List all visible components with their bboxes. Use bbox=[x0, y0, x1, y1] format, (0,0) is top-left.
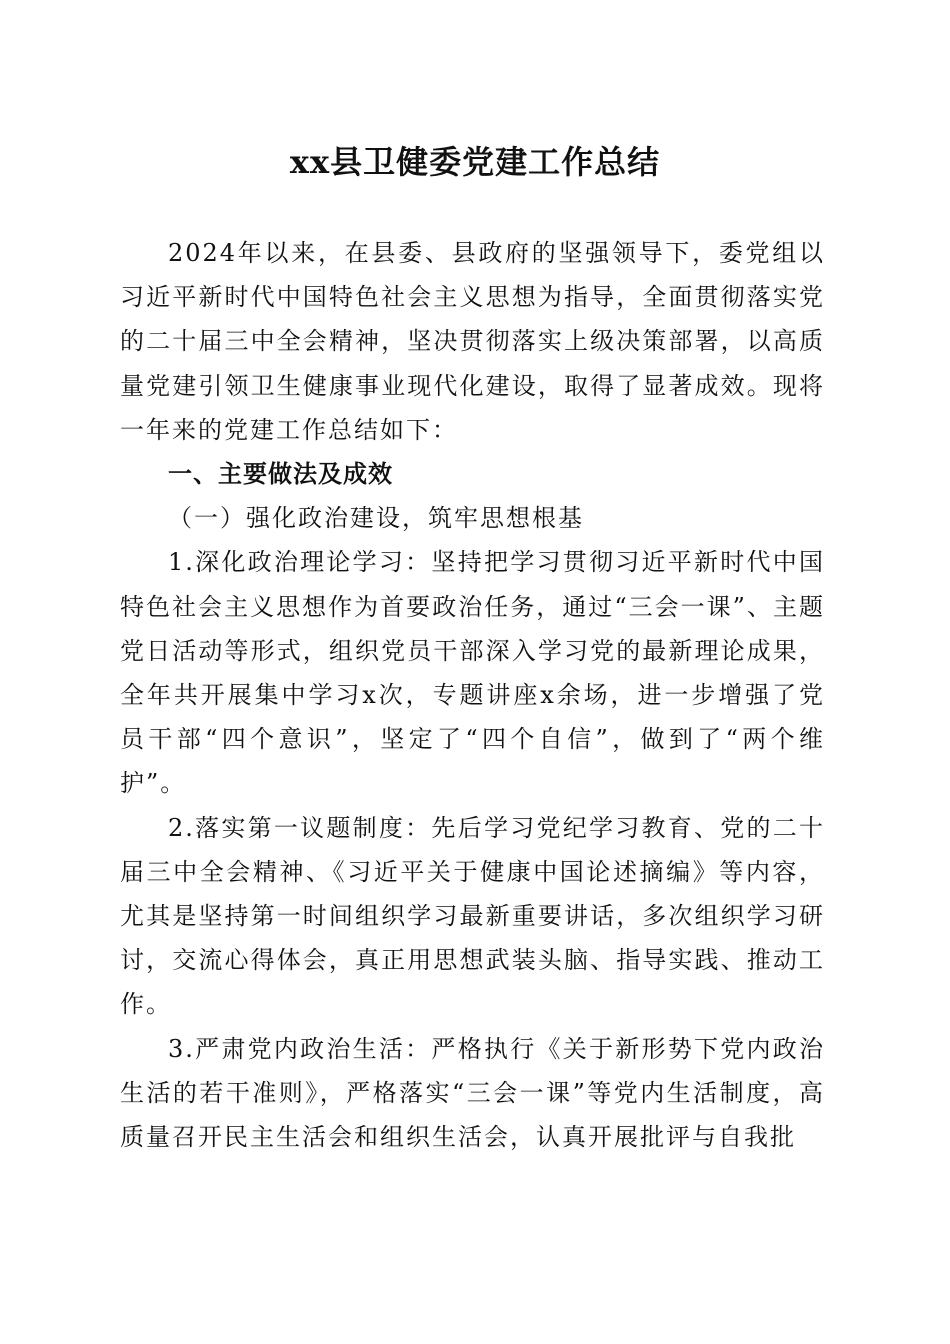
item-paragraph-2: 2.落实第一议题制度：先后学习党纪学习教育、党的二十届三中全会精神、《习近平关于健康中国论述摘编》等内容，尤其是坚持第一时间组织学习最新重要讲话，多次组织学习研讨，交流心得体会，真正用思想武装头脑、指导实践、推动工作。 bbox=[120, 813, 825, 1019]
document-body bbox=[120, 231, 825, 1159]
intro-paragraph: 2024年以来，在县委、县政府的坚强领导下，委党组以习近平新时代中国特色社会主义思想为指导，全面贯彻落实党的二十届三中全会精神，坚决贯彻落实上级决策部署，以高质量党建引领卫生健康事业现代化建设，取得了显著成效。现将一年来的党建工作总结如下： bbox=[120, 239, 825, 444]
subsection-heading: （一）强化政治建设，筑牢思想根基 bbox=[168, 504, 584, 533]
document-title: xx县卫健委党建工作总结 bbox=[289, 143, 661, 181]
item-paragraph-3: 3.严肃党内政治生活：严格执行《关于新形势下党内政治生活的若干准则》，严格落实“三会一课”等党内生活制度，高质量召开民主生活会和组织生活会，认真开展批评与自我批 bbox=[120, 1034, 825, 1152]
item-paragraph-1: 1.深化政治理论学习：坚持把学习贯彻习近平新时代中国特色社会主义思想作为首要政治任务，通过“三会一课”、主题党日活动等形式，组织党员干部深入学习党的最新理论成果，全年共开展集中学习x次，专题讲座x余场，进一步增强了党员干部“四个意识”，坚定了“四个自信”，做到了“两个维护”。 bbox=[120, 548, 825, 798]
section-heading: 一、主要做法及成效 bbox=[168, 460, 393, 489]
